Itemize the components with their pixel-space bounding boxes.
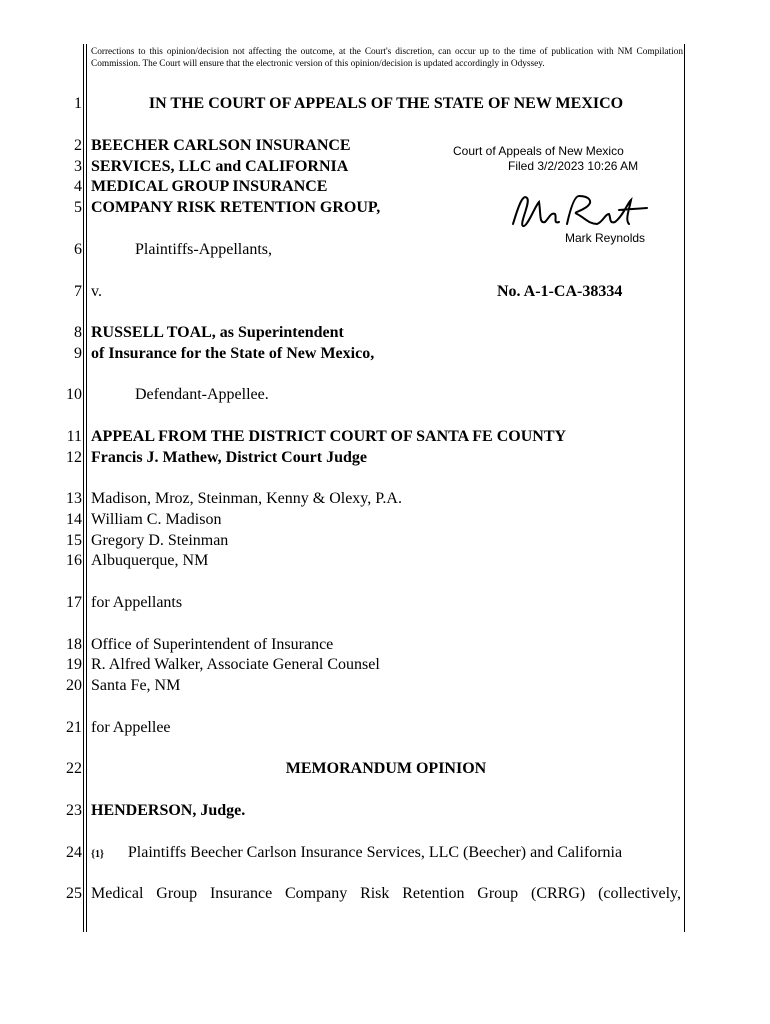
- line-number: 21: [66, 719, 82, 736]
- paragraph-line: [91, 843, 622, 865]
- district-judge-line: Francis J. Mathew, District Court Judge: [91, 449, 367, 466]
- line-number: 25: [66, 885, 82, 902]
- stamp-court: Court of Appeals of New Mexico: [453, 144, 624, 158]
- court-title: IN THE COURT OF APPEALS OF THE STATE OF NEW MEXICO: [148, 95, 624, 112]
- line-number: 16: [66, 552, 82, 569]
- appellee-counsel-line: R. Alfred Walker, Associate General Counsel: [91, 656, 380, 673]
- line-number: 12: [66, 449, 82, 466]
- plaintiff-name-line: COMPANY RISK RETENTION GROUP,: [91, 199, 381, 216]
- appellant-counsel-line: Gregory D. Steinman: [91, 532, 229, 549]
- judge-name: HENDERSON, Judge.: [91, 802, 246, 819]
- line-number: 8: [74, 324, 82, 341]
- line-number: 15: [66, 532, 82, 549]
- line-number: 2: [74, 137, 82, 154]
- appellee-counsel-line: Santa Fe, NM: [91, 677, 181, 694]
- line-number: 9: [74, 345, 82, 362]
- line-number: 18: [66, 636, 82, 653]
- plaintiffs-role: Plaintiffs-Appellants,: [135, 241, 273, 258]
- defendant-role: Defendant-Appellee.: [135, 386, 269, 403]
- signature-image: [505, 184, 655, 238]
- versus: v.: [91, 283, 102, 300]
- plaintiff-name-line: BEECHER CARLSON INSURANCE: [91, 137, 351, 154]
- margin-rule-right: [684, 44, 685, 932]
- plaintiff-name-line: SERVICES, LLC and CALIFORNIA: [91, 158, 349, 175]
- line-number: 10: [66, 386, 82, 403]
- plaintiff-name-line: MEDICAL GROUP INSURANCE: [91, 178, 328, 195]
- paragraph-number: {1}: [91, 849, 104, 860]
- line-number: 4: [74, 178, 82, 195]
- appellant-counsel-line: William C. Madison: [91, 511, 222, 528]
- line-number: 23: [66, 802, 82, 819]
- line-number: 7: [74, 283, 82, 300]
- line-number: 14: [66, 511, 82, 528]
- line-number: 5: [74, 199, 82, 216]
- line-number: 13: [66, 490, 82, 507]
- line-number: 19: [66, 656, 82, 673]
- line-number: 22: [66, 760, 82, 777]
- defendant-name-line: of Insurance for the State of New Mexico,: [91, 345, 375, 362]
- body-text: Medical Group Insurance Company Risk Retention Group (CRRG) (collectively,: [91, 885, 681, 902]
- body-text: Plaintiffs Beecher Carlson Insurance Services, LLC (Beecher) and California: [127, 844, 623, 861]
- line-number: 1: [74, 95, 82, 112]
- appellee-for: for Appellee: [91, 719, 171, 736]
- stamp-filed: Filed 3/2/2023 10:26 AM: [508, 159, 639, 173]
- line-number: 24: [66, 844, 82, 861]
- appellant-counsel-line: Albuquerque, NM: [91, 552, 209, 569]
- line-number: 17: [66, 594, 82, 611]
- corrections-notice: Corrections to this opinion/decision not affecting the outcome, at the Court's discretion, can occur up to the time of publication with NM Compilation Commission. The Court will ensure that the electronic version of this opinion/decision is updated accordingly in Odyssey.: [91, 47, 683, 70]
- line-number: 20: [66, 677, 82, 694]
- opinion-heading: MEMORANDUM OPINION: [285, 760, 487, 777]
- appeal-from-line: APPEAL FROM THE DISTRICT COURT OF SANTA FE COUNTY: [91, 428, 567, 445]
- case-number: No. A-1-CA-38334: [497, 283, 623, 300]
- appellee-counsel-line: Office of Superintendent of Insurance: [91, 636, 334, 653]
- defendant-name-line: RUSSELL TOAL, as Superintendent: [91, 324, 344, 341]
- margin-rule-left-outer: [83, 44, 84, 932]
- margin-rule-left-inner: [86, 44, 87, 932]
- line-number: 11: [66, 428, 82, 445]
- appellant-counsel-line: Madison, Mroz, Steinman, Kenny & Olexy, P.A.: [91, 490, 402, 507]
- appellant-for: for Appellants: [91, 594, 183, 611]
- stamp-signer: Mark Reynolds: [565, 231, 646, 245]
- line-number: 6: [74, 241, 82, 258]
- line-number: 3: [74, 158, 82, 175]
